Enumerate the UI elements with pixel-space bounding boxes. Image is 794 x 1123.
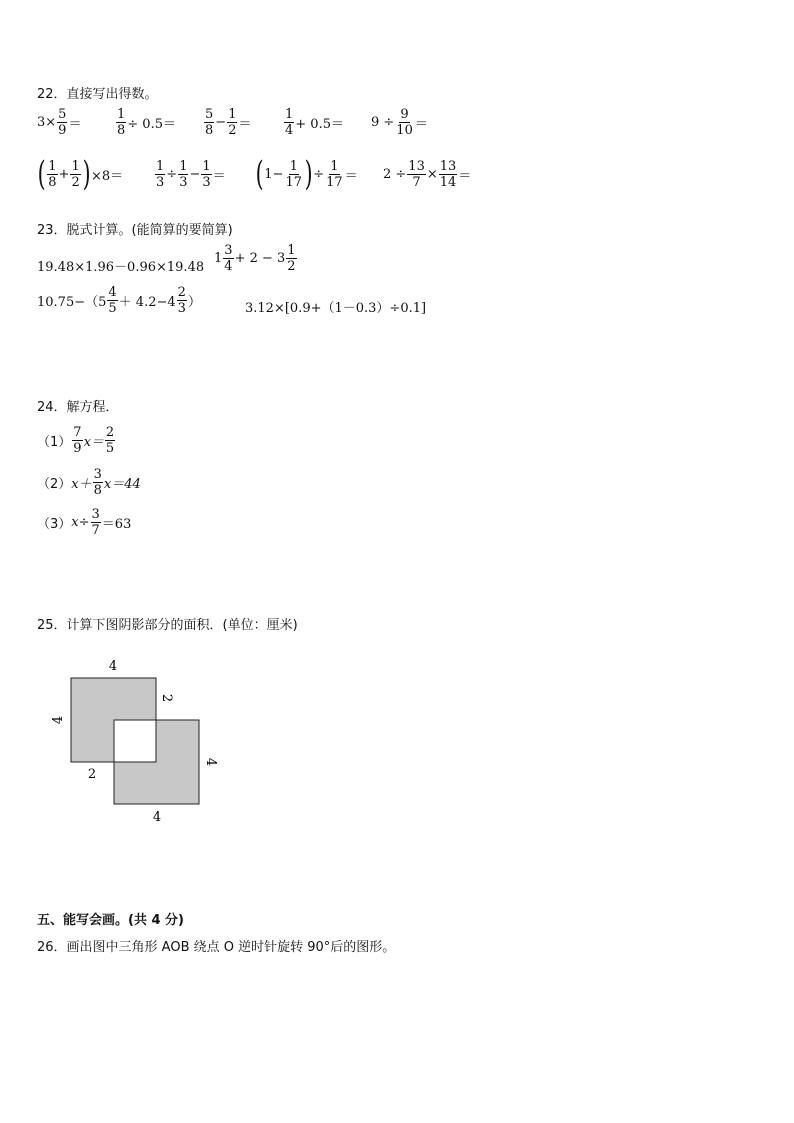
numerator: 2 <box>177 285 186 300</box>
denominator: 9 <box>73 441 82 456</box>
expr-text: ＝ <box>212 169 226 184</box>
denominator: 8 <box>48 174 57 190</box>
denominator: 3 <box>179 175 188 190</box>
expr-text: 1− <box>264 166 284 182</box>
denominator: 17 <box>326 174 343 190</box>
fraction <box>284 108 294 137</box>
shaded-area-figure <box>40 650 240 830</box>
expr-text: ＝ <box>68 117 82 132</box>
expr-text: + <box>58 166 70 182</box>
expr-text: 3× <box>37 115 57 130</box>
fraction <box>72 426 82 455</box>
denominator: 4 <box>224 259 233 274</box>
numerator: 1 <box>156 159 165 174</box>
q23-expr-3 <box>37 286 201 315</box>
expr-text: ＝ <box>458 169 472 184</box>
fraction <box>227 108 237 137</box>
overlap-white-square <box>114 720 156 762</box>
numerator: 1 <box>48 158 57 174</box>
fraction <box>178 160 188 189</box>
denominator: 17 <box>285 174 302 190</box>
denominator: 4 <box>285 123 294 138</box>
denominator: 3 <box>177 301 186 316</box>
denominator: 14 <box>439 175 457 190</box>
fraction <box>57 108 67 137</box>
numerator: 1 <box>117 107 126 122</box>
fraction <box>107 286 117 315</box>
denominator: 2 <box>71 174 80 190</box>
q22-r2-c <box>255 154 358 194</box>
fraction <box>47 160 57 189</box>
fraction <box>70 160 80 189</box>
denominator: 8 <box>93 483 102 498</box>
numerator: 9 <box>400 107 409 122</box>
denominator: 8 <box>117 123 126 138</box>
expr-text: ÷ <box>313 166 325 182</box>
right-paren: ) <box>82 154 91 194</box>
numerator: 5 <box>58 107 67 122</box>
denominator: 3 <box>202 175 211 190</box>
expr-text: ×8＝ <box>91 168 124 184</box>
numerator: 1 <box>202 159 211 174</box>
q24-eq-3 <box>37 508 131 537</box>
denominator: 5 <box>105 441 115 456</box>
eq-label: （1） <box>37 435 72 450</box>
expr-text: 1 <box>214 251 223 266</box>
q24-eq-1 <box>37 426 116 455</box>
expr-text: ＝ <box>344 168 358 184</box>
numerator: 1 <box>285 107 294 122</box>
expr-text: ＝ <box>414 117 428 132</box>
fraction <box>439 160 458 189</box>
expr-text: − <box>215 115 227 130</box>
fraction <box>284 160 303 189</box>
q23-expr-1: 19.48×1.96－0.96×19.48 <box>37 260 205 275</box>
numerator: 1 <box>287 243 296 258</box>
expr-text: ＝63 <box>101 517 132 532</box>
denominator: 7 <box>91 523 100 538</box>
numerator: 3 <box>91 507 100 522</box>
denominator: 7 <box>412 175 421 190</box>
numerator: 1 <box>71 158 80 174</box>
expr-text: x＋ <box>71 477 92 492</box>
denominator: 10 <box>396 123 413 138</box>
q22-title: 22．直接写出得数。 <box>37 87 158 102</box>
section-5-title: 五、能写会画。(共 4 分) <box>37 913 184 928</box>
label-right: 4 <box>203 757 218 767</box>
q22-r1-a <box>37 108 81 137</box>
numerator: 4 <box>108 285 117 300</box>
denominator: 5 <box>108 301 117 316</box>
label-bottom-mid: 2 <box>87 767 97 782</box>
q26-title: 26．画出图中三角形 AOB 绕点 O 逆时针旋转 90°后的图形。 <box>37 940 396 955</box>
label-right-small: 2 <box>159 693 174 703</box>
fraction <box>116 108 126 137</box>
expr-text: − <box>189 167 201 182</box>
numerator: 1 <box>228 107 237 122</box>
denominator: 2 <box>228 123 237 138</box>
q22-r2-d <box>383 160 471 189</box>
numerator: 1 <box>289 158 298 174</box>
expr-text: 2 ÷ <box>383 167 407 182</box>
expr-text: x÷ <box>71 515 90 530</box>
label-left: 4 <box>51 715 66 725</box>
denominator: 2 <box>287 259 296 274</box>
numerator: 1 <box>330 158 339 174</box>
expr-text: ÷ 0.5＝ <box>127 117 176 132</box>
left-paren: ( <box>37 154 46 194</box>
fraction <box>155 160 165 189</box>
expr-text: × <box>426 167 438 182</box>
q22-r1-c <box>203 108 251 137</box>
fraction <box>201 160 211 189</box>
denominator: 3 <box>156 175 165 190</box>
q23-title: 23．脱式计算。(能简算的要简算) <box>37 223 233 238</box>
denominator: 8 <box>205 123 214 138</box>
expr-text: ＝ <box>238 117 252 132</box>
q22-r1-e <box>371 108 428 137</box>
fraction <box>407 160 426 189</box>
eq-label: （3） <box>37 517 72 532</box>
fraction <box>223 244 233 273</box>
q22-r1-b <box>115 108 176 137</box>
q22-r2-b <box>154 160 226 189</box>
fraction <box>105 426 115 455</box>
numerator: 13 <box>439 159 457 174</box>
fraction <box>286 244 296 273</box>
q23-expr-2 <box>214 244 298 273</box>
expr-text: x＝ <box>83 435 104 450</box>
numerator: 13 <box>408 159 425 174</box>
fraction <box>177 286 187 315</box>
q22-r1-d <box>283 108 344 137</box>
eq-label: （2） <box>37 477 72 492</box>
expr-text: 10.75−（5 <box>37 295 107 310</box>
expr-text: ÷ <box>166 167 178 182</box>
numerator: 3 <box>224 243 233 258</box>
label-bottom: 4 <box>152 810 162 825</box>
expr-text: ＋ 4.2−4 <box>118 295 176 310</box>
expr-text: + 2 − 3 <box>234 251 286 266</box>
fraction <box>395 108 414 137</box>
fraction <box>204 108 214 137</box>
fraction <box>91 508 101 537</box>
label-top: 4 <box>108 659 118 674</box>
q24-eq-2 <box>37 468 141 497</box>
fraction <box>325 160 344 189</box>
numerator: 1 <box>179 159 188 174</box>
expr-text: + 0.5＝ <box>295 117 344 132</box>
right-paren: ) <box>304 154 313 194</box>
fraction <box>93 468 103 497</box>
expr-text: x＝44 <box>103 477 141 492</box>
expr-text: 9 ÷ <box>371 115 395 130</box>
numerator: 3 <box>93 467 102 482</box>
q24-title: 24．解方程． <box>37 400 119 415</box>
left-paren: ( <box>255 154 264 194</box>
numerator: 7 <box>73 425 82 440</box>
numerator: 2 <box>105 425 115 440</box>
q23-expr-4: 3.12×[0.9+（1－0.3）÷0.1] <box>245 301 427 316</box>
expr-text: ） <box>187 295 201 310</box>
q22-r2-a <box>37 154 124 194</box>
denominator: 9 <box>58 123 67 138</box>
q25-title: 25．计算下图阴影部分的面积．(单位：厘米) <box>37 618 298 633</box>
numerator: 5 <box>205 107 214 122</box>
